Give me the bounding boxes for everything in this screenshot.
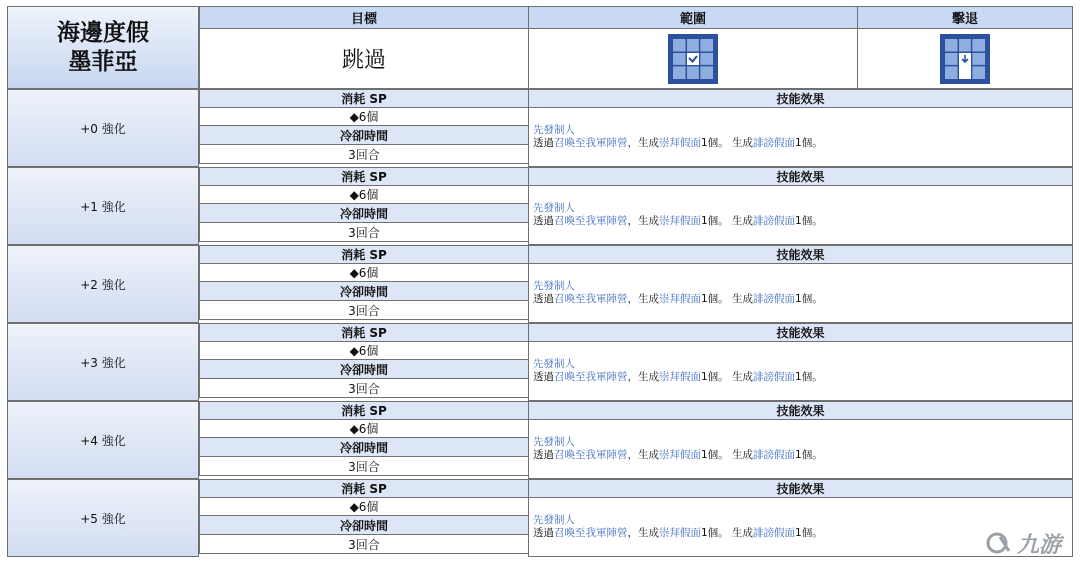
effect-pre: 透過	[533, 371, 554, 383]
cooldown-value-cell	[199, 222, 529, 242]
cooldown-label: 冷卻時間	[339, 206, 388, 221]
sp-label: 消耗 SP	[341, 248, 387, 262]
effect-description	[533, 371, 823, 384]
effect-header-cell	[528, 167, 1073, 186]
cooldown-value: 3回合	[348, 537, 380, 552]
effect-mid1: ，生成	[627, 371, 659, 383]
cooldown-label: 冷卻時間	[339, 518, 388, 533]
range-header-label: 範圍	[679, 12, 706, 27]
effect-text	[533, 124, 823, 150]
effect-text	[533, 358, 823, 384]
knockback-icon-cell	[857, 28, 1073, 89]
effect-pre: 透過	[533, 293, 554, 305]
sp-label: 消耗 SP	[341, 92, 387, 106]
cooldown-label: 冷卻時間	[339, 128, 388, 143]
effect-header-cell	[528, 401, 1073, 420]
effect-end: 1個。	[795, 371, 823, 383]
level-label: +3 強化	[80, 355, 126, 370]
effect-mid1: ，生成	[627, 215, 659, 227]
effect-header: 技能效果	[776, 92, 825, 106]
effect-mid2: 1個。 生成	[701, 449, 754, 461]
sp-value: ◆6個	[349, 188, 379, 202]
effect-body-cell	[528, 341, 1073, 401]
effect-pre: 透過	[533, 527, 554, 539]
cooldown-label: 冷卻時間	[339, 440, 388, 455]
effect-header: 技能效果	[776, 404, 825, 418]
sp-label-cell	[199, 89, 529, 108]
cooldown-label-cell	[199, 125, 529, 145]
sp-value-cell	[199, 185, 529, 204]
level-label-cell	[7, 479, 199, 557]
cooldown-label-cell	[199, 515, 529, 535]
effect-body-cell	[528, 185, 1073, 245]
cooldown-label-cell	[199, 359, 529, 379]
cooldown-label-cell	[199, 437, 529, 457]
effect-mid2: 1個。 生成	[701, 293, 754, 305]
sp-value: ◆6個	[349, 266, 379, 280]
target-value-cell	[199, 28, 529, 89]
effect-skill-name: 先發制人	[533, 436, 575, 448]
range-header	[528, 6, 858, 29]
knockback-header	[857, 6, 1073, 29]
target-value: 跳過	[341, 48, 386, 73]
effect-slander-mask-keyword: 誹謗假面	[753, 137, 796, 149]
effect-slander-mask-keyword: 誹謗假面	[753, 293, 796, 305]
cooldown-value: 3回合	[348, 381, 380, 396]
effect-summon-keyword: 召喚至我軍陣營	[554, 449, 628, 461]
effect-skill-name: 先發制人	[533, 514, 575, 526]
range-icon-cell	[528, 28, 858, 89]
sp-label: 消耗 SP	[341, 170, 387, 184]
effect-description	[533, 449, 823, 462]
sp-value: ◆6個	[349, 110, 379, 124]
effect-skill-name: 先發制人	[533, 202, 575, 214]
cooldown-label: 冷卻時間	[339, 284, 388, 299]
level-label-cell	[7, 323, 199, 401]
effect-slander-mask-keyword: 誹謗假面	[753, 215, 796, 227]
sp-value-cell	[199, 263, 529, 282]
effect-mid2: 1個。 生成	[701, 215, 754, 227]
effect-mid2: 1個。 生成	[701, 137, 754, 149]
cooldown-value: 3回合	[348, 225, 380, 240]
level-label-cell	[7, 245, 199, 323]
effect-body-cell	[528, 263, 1073, 323]
level-label-cell	[7, 167, 199, 245]
effect-text	[533, 436, 823, 462]
effect-summon-keyword: 召喚至我軍陣營	[554, 371, 628, 383]
character-name-line2: 墨菲亞	[68, 48, 138, 75]
effect-text	[533, 514, 823, 540]
character-name-line1: 海邊度假	[57, 19, 149, 46]
watermark	[985, 528, 1061, 558]
cooldown-value: 3回合	[348, 459, 380, 474]
effect-summon-keyword: 召喚至我軍陣營	[554, 215, 628, 227]
effect-description	[533, 293, 823, 306]
effect-end: 1個。	[795, 527, 823, 539]
effect-header-cell	[528, 245, 1073, 264]
sp-value: ◆6個	[349, 500, 379, 514]
level-label: +1 強化	[80, 199, 126, 214]
effect-slander-mask-keyword: 誹謗假面	[753, 449, 796, 461]
cooldown-value-cell	[199, 144, 529, 164]
knockback-header-label: 擊退	[951, 12, 978, 27]
effect-body-cell	[528, 107, 1073, 167]
effect-pre: 透過	[533, 137, 554, 149]
sp-value-cell	[199, 341, 529, 360]
effect-header-cell	[528, 323, 1073, 342]
sp-label-cell	[199, 401, 529, 420]
effect-worship-mask-keyword: 崇拜假面	[659, 137, 701, 149]
effect-description	[533, 527, 823, 540]
sp-label-cell	[199, 245, 529, 264]
level-label-cell	[7, 401, 199, 479]
sp-label: 消耗 SP	[341, 482, 387, 496]
effect-worship-mask-keyword: 崇拜假面	[659, 527, 701, 539]
cooldown-value-cell	[199, 300, 529, 320]
effect-worship-mask-keyword: 崇拜假面	[659, 371, 701, 383]
target-header-label: 目標	[350, 12, 377, 27]
effect-summon-keyword: 召喚至我軍陣營	[554, 527, 628, 539]
effect-header: 技能效果	[776, 326, 825, 340]
effect-slander-mask-keyword: 誹謗假面	[753, 527, 796, 539]
effect-summon-keyword: 召喚至我軍陣營	[554, 293, 628, 305]
effect-summon-keyword: 召喚至我軍陣營	[554, 137, 628, 149]
sp-value-cell	[199, 497, 529, 516]
effect-worship-mask-keyword: 崇拜假面	[659, 293, 701, 305]
effect-header-cell	[528, 479, 1073, 498]
sp-value: ◆6個	[349, 422, 379, 436]
sp-label-cell	[199, 479, 529, 498]
effect-skill-name: 先發制人	[533, 358, 575, 370]
cooldown-value-cell	[199, 456, 529, 476]
effect-worship-mask-keyword: 崇拜假面	[659, 215, 701, 227]
effect-skill-name: 先發制人	[533, 280, 575, 292]
effect-worship-mask-keyword: 崇拜假面	[659, 449, 701, 461]
effect-end: 1個。	[795, 215, 823, 227]
sp-value-cell	[199, 419, 529, 438]
effect-text	[533, 202, 823, 228]
cooldown-label: 冷卻時間	[339, 362, 388, 377]
cooldown-label-cell	[199, 281, 529, 301]
effect-end: 1個。	[795, 449, 823, 461]
effect-header-cell	[528, 89, 1073, 108]
sp-value: ◆6個	[349, 344, 379, 358]
sp-value-cell	[199, 107, 529, 126]
effect-body-cell	[528, 419, 1073, 479]
effect-mid2: 1個。 生成	[701, 371, 754, 383]
effect-mid2: 1個。 生成	[701, 527, 754, 539]
effect-text	[533, 280, 823, 306]
sp-label-cell	[199, 323, 529, 342]
effect-description	[533, 215, 823, 228]
cooldown-label-cell	[199, 203, 529, 223]
effect-end: 1個。	[795, 293, 823, 305]
effect-skill-name: 先發制人	[533, 124, 575, 136]
range-grid-icon	[668, 34, 718, 84]
level-label: +4 強化	[80, 433, 126, 448]
level-label: +2 強化	[80, 277, 126, 292]
sp-label: 消耗 SP	[341, 404, 387, 418]
effect-header: 技能效果	[776, 248, 825, 262]
effect-pre: 透過	[533, 215, 554, 227]
target-header	[199, 6, 529, 29]
level-label: +5 強化	[80, 511, 126, 526]
cooldown-value-cell	[199, 378, 529, 398]
effect-mid1: ，生成	[627, 293, 659, 305]
effect-mid1: ，生成	[627, 137, 659, 149]
sp-label: 消耗 SP	[341, 326, 387, 340]
effect-end: 1個。	[795, 137, 823, 149]
effect-mid1: ，生成	[627, 527, 659, 539]
effect-header: 技能效果	[776, 170, 825, 184]
sp-label-cell	[199, 167, 529, 186]
watermark-logo-icon	[985, 529, 1013, 557]
watermark-text: 九游	[1017, 532, 1062, 558]
cooldown-value: 3回合	[348, 303, 380, 318]
effect-header: 技能效果	[776, 482, 825, 496]
effect-description	[533, 137, 823, 150]
level-label: +0 強化	[80, 121, 126, 136]
effect-mid1: ，生成	[627, 449, 659, 461]
cooldown-value: 3回合	[348, 147, 380, 162]
cooldown-value-cell	[199, 534, 529, 554]
character-name-cell	[7, 6, 199, 89]
level-label-cell	[7, 89, 199, 167]
knockback-grid-icon	[940, 34, 990, 84]
effect-slander-mask-keyword: 誹謗假面	[753, 371, 796, 383]
effect-pre: 透過	[533, 449, 554, 461]
